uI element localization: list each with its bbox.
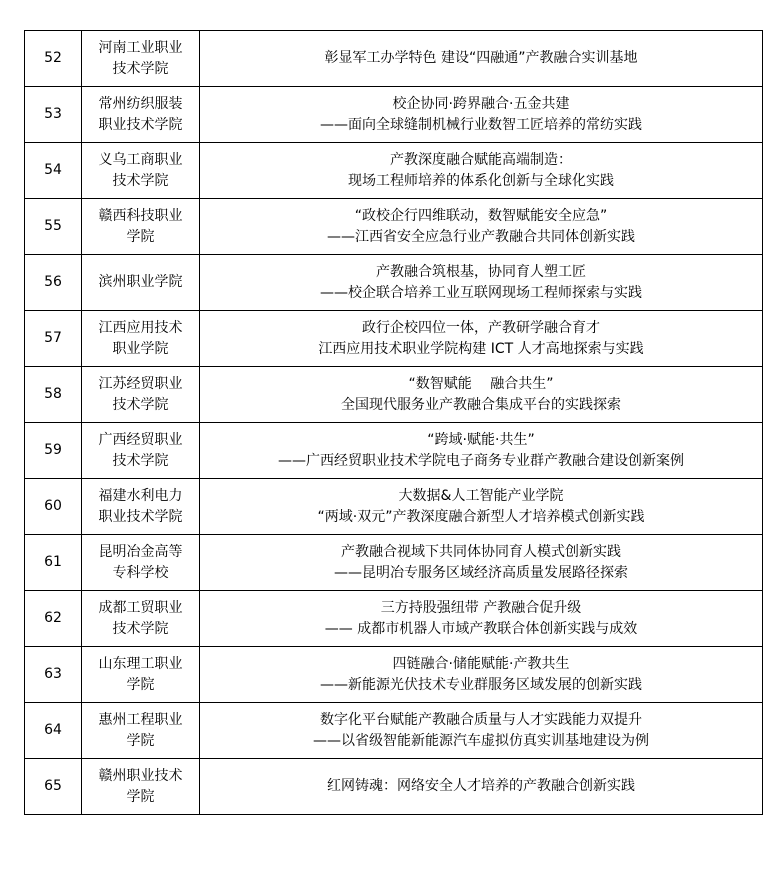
- row-number: 63: [25, 647, 82, 703]
- row-number: 64: [25, 703, 82, 759]
- projects-table: [24, 30, 763, 815]
- school-name-line: 职业技术学院: [98, 116, 183, 133]
- school-name-line: 技术学院: [112, 60, 169, 77]
- project-title-cell: [200, 255, 763, 311]
- table-row: [25, 31, 763, 87]
- project-title-cell: [200, 479, 763, 535]
- school-name-cell: [82, 479, 200, 535]
- table-row: [25, 759, 763, 815]
- school-name-line: 学院: [126, 676, 155, 693]
- row-number: 62: [25, 591, 82, 647]
- school-name-line: 技术学院: [112, 172, 169, 189]
- table-row: [25, 311, 763, 367]
- school-name-cell: [82, 535, 200, 591]
- project-title-cell: [200, 423, 763, 479]
- project-title-cell: [200, 199, 763, 255]
- school-name-cell: [82, 87, 200, 143]
- table-row: [25, 143, 763, 199]
- school-name-cell: [82, 199, 200, 255]
- school-name-line: 技术学院: [112, 452, 169, 469]
- school-name-line: 技术学院: [112, 396, 169, 413]
- row-number: 61: [25, 535, 82, 591]
- project-title-line: 政行企校四位一体，产教研学融合育才: [362, 319, 600, 336]
- school-name-line: 职业技术学院: [98, 508, 183, 525]
- project-title-line: 四链融合·储能赋能·产教共生: [392, 655, 570, 672]
- row-number: 59: [25, 423, 82, 479]
- table-row: [25, 255, 763, 311]
- school-name-line: 河南工业职业: [98, 39, 183, 56]
- row-number: 60: [25, 479, 82, 535]
- table-row: [25, 87, 763, 143]
- table-row: [25, 423, 763, 479]
- school-name-line: 职业学院: [112, 340, 169, 357]
- projects-table-body: [25, 31, 763, 815]
- project-title-line: ——广西经贸职业技术学院电子商务专业群产教融合建设创新案例: [278, 452, 684, 469]
- school-name-line: 福建水利电力: [98, 487, 183, 504]
- project-title-cell: [200, 143, 763, 199]
- project-title-line: 产教深度融合赋能高端制造：: [390, 151, 572, 168]
- school-name-cell: [82, 311, 200, 367]
- row-number: 65: [25, 759, 82, 815]
- school-name-cell: [82, 759, 200, 815]
- school-name-cell: [82, 703, 200, 759]
- school-name-line: 技术学院: [112, 620, 169, 637]
- school-name-line: 江西应用技术: [98, 319, 183, 336]
- project-title-line: 校企协同·跨界融合·五金共建: [392, 95, 570, 112]
- project-title-cell: [200, 367, 763, 423]
- project-title-line: 产教融合视域下共同体协同育人模式创新实践: [341, 543, 621, 560]
- project-title-line: ——校企联合培养工业互联网现场工程师探索与实践: [320, 284, 642, 301]
- project-title-line: 三方持股强纽带 产教融合促升级: [380, 599, 582, 616]
- row-number: 53: [25, 87, 82, 143]
- project-title-line: ——新能源光伏技术专业群服务区域发展的创新实践: [320, 676, 642, 693]
- project-title-line: 江西应用技术职业学院构建 ICT 人才高地探索与实践: [318, 340, 644, 357]
- table-row: [25, 703, 763, 759]
- school-name-line: 滨州职业学院: [98, 274, 183, 290]
- project-title-line: ——昆明冶专服务区域经济高质量发展路径探索: [334, 564, 628, 581]
- school-name-line: 江苏经贸职业: [98, 375, 183, 392]
- school-name-line: 学院: [126, 732, 155, 749]
- project-title-line: 红网铸魂：网络安全人才培养的产教融合创新实践: [327, 778, 635, 794]
- project-title-line: 大数据&人工智能产业学院: [398, 487, 564, 504]
- project-title-line: 现场工程师培养的体系化创新与全球化实践: [348, 172, 614, 189]
- project-title-line: 彰显军工办学特色 建设“四融通”产教融合实训基地: [324, 50, 638, 66]
- project-title-cell: [200, 311, 763, 367]
- project-title-cell: [200, 87, 763, 143]
- school-name-line: 义乌工商职业: [98, 151, 183, 168]
- school-name-line: 广西经贸职业: [98, 431, 183, 448]
- project-title-line: —— 成都市机器人市域产教联合体创新实践与成效: [324, 620, 638, 637]
- school-name-line: 专科学校: [112, 564, 169, 581]
- school-name-line: 昆明冶金高等: [98, 543, 183, 560]
- project-title-line: 数字化平台赋能产教融合质量与人才实践能力双提升: [320, 711, 642, 728]
- school-name-cell: [82, 143, 200, 199]
- school-name-line: 赣州职业技术: [98, 767, 183, 784]
- school-name-line: 常州纺织服装: [98, 95, 183, 112]
- project-title-line: ——以省级智能新能源汽车虚拟仿真实训基地建设为例: [313, 732, 649, 749]
- project-title-line: “跨域·赋能·共生”: [427, 431, 535, 448]
- school-name-cell: [82, 647, 200, 703]
- project-title-line: “两域·双元”产教深度融合新型人才培养模式创新实践: [317, 508, 645, 525]
- row-number: 58: [25, 367, 82, 423]
- project-title-cell: [200, 31, 763, 87]
- school-name-line: 山东理工职业: [98, 655, 183, 672]
- school-name-line: 惠州工程职业: [98, 711, 183, 728]
- table-row: [25, 479, 763, 535]
- school-name-cell: [82, 31, 200, 87]
- project-title-line: 产教融合筑根基，协同育人塑工匠: [376, 263, 586, 280]
- school-name-line: 学院: [126, 228, 155, 245]
- table-row: [25, 591, 763, 647]
- table-row: [25, 535, 763, 591]
- school-name-cell: [82, 591, 200, 647]
- project-title-line: “数智赋能 融合共生”: [408, 375, 554, 392]
- project-title-cell: [200, 759, 763, 815]
- table-row: [25, 647, 763, 703]
- school-name-cell: [82, 255, 200, 311]
- row-number: 55: [25, 199, 82, 255]
- project-title-line: 全国现代服务业产教融合集成平台的实践探索: [341, 396, 621, 413]
- row-number: 57: [25, 311, 82, 367]
- row-number: 54: [25, 143, 82, 199]
- project-title-cell: [200, 647, 763, 703]
- school-name-line: 成都工贸职业: [98, 599, 183, 616]
- table-row: [25, 367, 763, 423]
- project-title-cell: [200, 535, 763, 591]
- project-title-cell: [200, 703, 763, 759]
- project-title-line: ——面向全球缝制机械行业数智工匠培养的常纺实践: [320, 116, 642, 133]
- school-name-cell: [82, 367, 200, 423]
- school-name-line: 赣西科技职业: [98, 207, 183, 224]
- project-title-cell: [200, 591, 763, 647]
- row-number: 52: [25, 31, 82, 87]
- project-title-line: “政校企行四维联动，数智赋能安全应急”: [354, 207, 608, 224]
- school-name-cell: [82, 423, 200, 479]
- school-name-line: 学院: [126, 788, 155, 805]
- project-title-line: ——江西省安全应急行业产教融合共同体创新实践: [327, 228, 635, 245]
- table-row: [25, 199, 763, 255]
- row-number: 56: [25, 255, 82, 311]
